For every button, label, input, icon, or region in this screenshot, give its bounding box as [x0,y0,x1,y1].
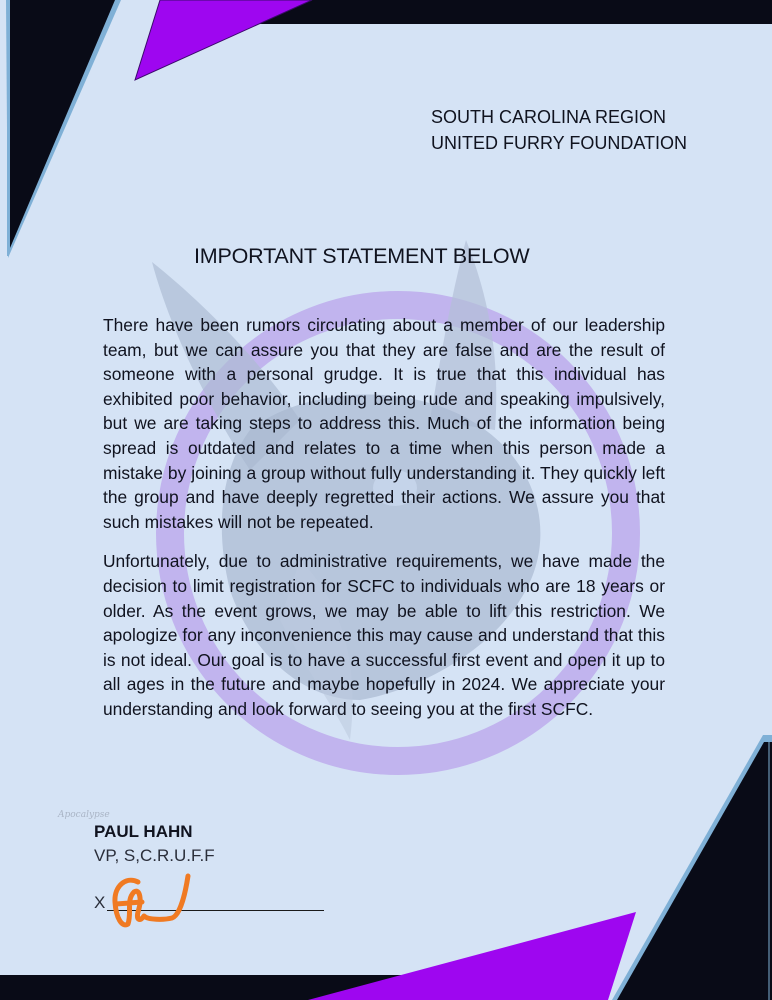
signature-x-mark: X [94,893,106,912]
org-line-1: SOUTH CAROLINA REGION [431,107,667,127]
top-left-dark-triangle [10,0,115,248]
organization-header [431,104,687,156]
signature-block [94,822,215,866]
statement-paragraph-2: Unfortunately, due to administrative requirements, we have made the decision to limit registration for SCFC to individuals who are 18 years or older. As the event grows, we may be able to lift this restriction. We apologize for any inconvenience this may cause and understand that this is not ideal. Our goal is to have a successful first event and open it up to all ages in the future and maybe hopefully in 2024. We appreciate your understanding and look forward to seeing you at the first SCFC. [103,551,665,719]
bottom-right-dark-triangle [617,742,772,1000]
artist-watermark: Apocalypse [58,810,110,820]
handwritten-signature-icon [108,872,208,932]
statement-paragraph-1: There have been rumors circulating about a member of our leadership team, but we can assure you that they are false and are the result of someone with a personal grudge. It is true that this individual has exhibited poor behavior, including being rude and speaking impulsively, but we are taking steps to address this. Much of the information being spread is outdated and relates to a time when this person made a mistake by joining a group without fully understanding it. They quickly left the group and have deeply regretted their actions. We assure you that such mistakes will not be repeated. [103,315,665,532]
statement-title: IMPORTANT STATEMENT BELOW [194,244,530,268]
signer-role: VP, S,C.R.U.F.F [94,846,215,865]
signer-name: PAUL HAHN [94,822,193,841]
org-line-2: UNITED FURRY FOUNDATION [431,133,688,153]
statement-body [103,313,665,737]
top-purple-triangle [135,0,312,80]
